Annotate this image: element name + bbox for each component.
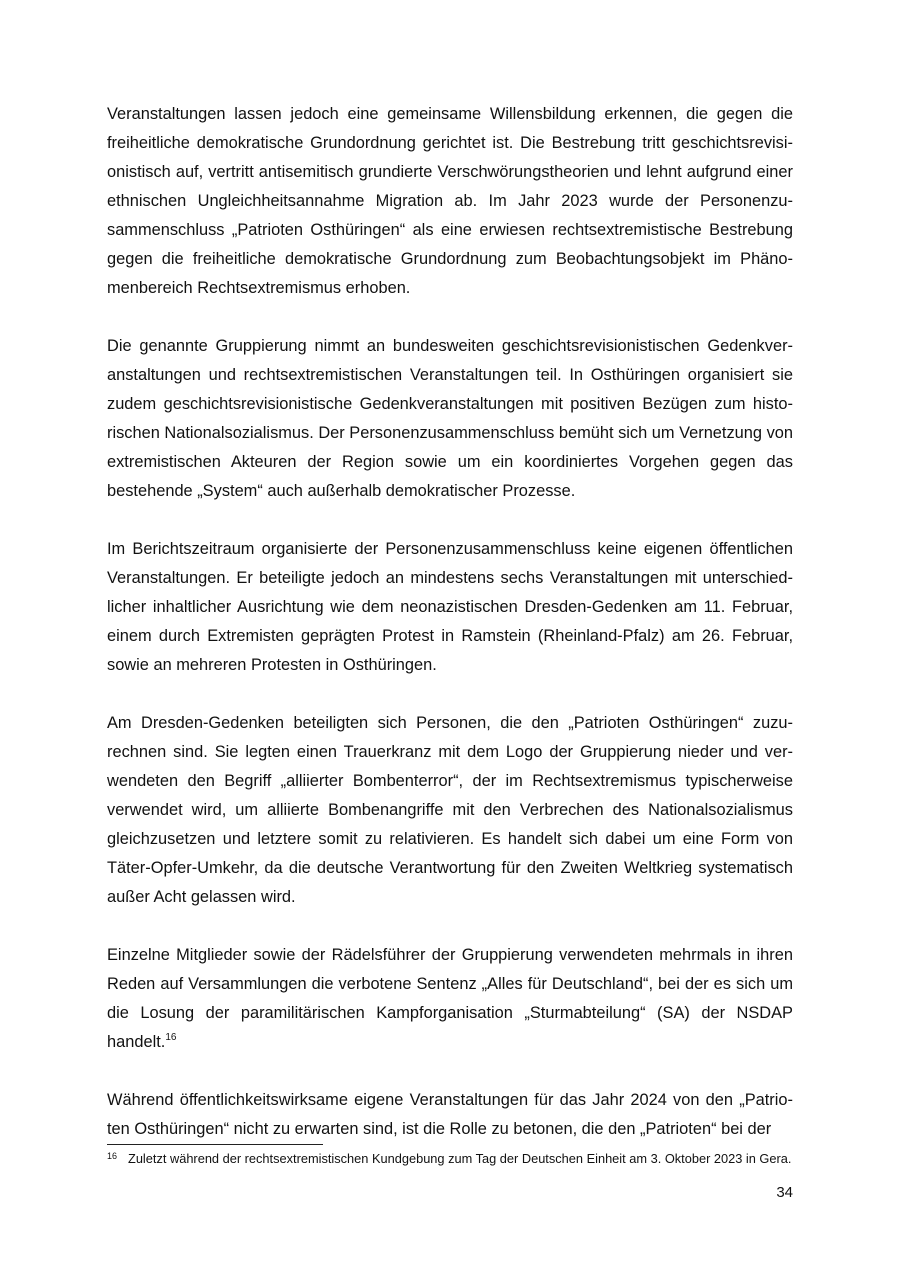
footnote-text: Zuletzt während der rechtsextremistischen Kundgebung zum Tag der Deutschen Einheit am 3. Oktober 2023 in Gera.: [128, 1151, 792, 1166]
paragraph-5: [107, 941, 793, 1057]
footnote: [107, 1151, 793, 1167]
paragraph-3: Im Berichtszeitraum organisierte der Personenzusammenschluss keine eigenen öffentlichen Veranstaltungen. Er beteiligte jedoch an mindestens sechs Veranstaltungen mit unterschiedlicher inhaltlicher Ausrichtung wie dem neonazistischen Dresden-Gedenken am 11. Februar, einem durch Extremisten geprägten Protest in Ramstein (Rheinland-Pfalz) am 26. Februar, sowie an mehreren Protesten in Osthüringen.: [107, 540, 793, 674]
paragraph-2: Die genannte Gruppierung nimmt an bundesweiten geschichtsrevisionistischen Gedenkveranstaltungen und rechtsextremistischen Veranstaltungen teil. In Osthüringen organisiert sie zudem geschichtsrevisionistische Gedenkveranstaltungen mit positiven Bezügen zum historischen Nationalsozialismus. Der Personenzusammenschluss bemüht sich um Vernetzung von extremistischen Akteuren der Region sowie um ein koordiniertes Vorgehen gegen das bestehende „System“ auch außerhalb demokratischer Prozesse.: [107, 337, 793, 500]
paragraph-1: Veranstaltungen lassen jedoch eine gemeinsame Willensbildung erkennen, die gegen die freiheitliche demokratische Grundordnung gerichtet ist. Die Bestrebung tritt geschichtsrevisionistisch auf, vertritt antisemitisch grundierte Verschwörungstheorien und lehnt aufgrund einer ethnischen Ungleichheitsannahme Migration ab. Im Jahr 2023 wurde der Personenzusammenschluss „Patrioten Osthüringen“ als eine erwiesen rechtsextremistische Bestrebung gegen die freiheitliche demokratische Grundordnung zum Beobachtungsobjekt im Phänomenbereich Rechtsextremismus erhoben.: [107, 105, 793, 297]
paragraph-6: Während öffentlichkeitswirksame eigene Veranstaltungen für das Jahr 2024 von den „Patrioten Osthüringen“ nicht zu erwarten sind, ist die Rolle zu betonen, die den „Patrioten“ bei der: [107, 1091, 793, 1138]
page-number: 34: [776, 1184, 793, 1201]
footnote-separator: [107, 1144, 323, 1145]
footnote-reference[interactable]: 16: [165, 1031, 177, 1043]
paragraph-5-text: Einzelne Mitglieder sowie der Rädelsführer der Gruppierung verwendeten mehrmals in ihren Reden auf Versammlungen die verbotene Sentenz „Alles für Deutschland“, bei der es sich um die Losung der paramilitärischen Kampforganisation „Sturmabteilung“ (SA) der NSDAP handelt.: [107, 946, 793, 1051]
paragraph-4: Am Dresden-Gedenken beteiligten sich Personen, die den „Patrioten Osthüringen“ zuzurechnen sind. Sie legten einen Trauerkranz mit dem Logo der Gruppierung nieder und verwendeten den Begriff „alliierter Bombenterror“, der im Rechtsextremismus typischerweise verwendet wird, um alliierte Bombenangriffe mit den Verbrechen des Nationalsozialismus gleichzusetzen und letztere somit zu relativieren. Es handelt sich dabei um eine Form von Täter-Opfer-Umkehr, da die deutsche Verantwortung für den Zweiten Weltkrieg systematisch außer Acht gelassen wird.: [107, 714, 793, 906]
body-text: [107, 100, 793, 1144]
footnote-number: 16: [107, 1151, 118, 1161]
